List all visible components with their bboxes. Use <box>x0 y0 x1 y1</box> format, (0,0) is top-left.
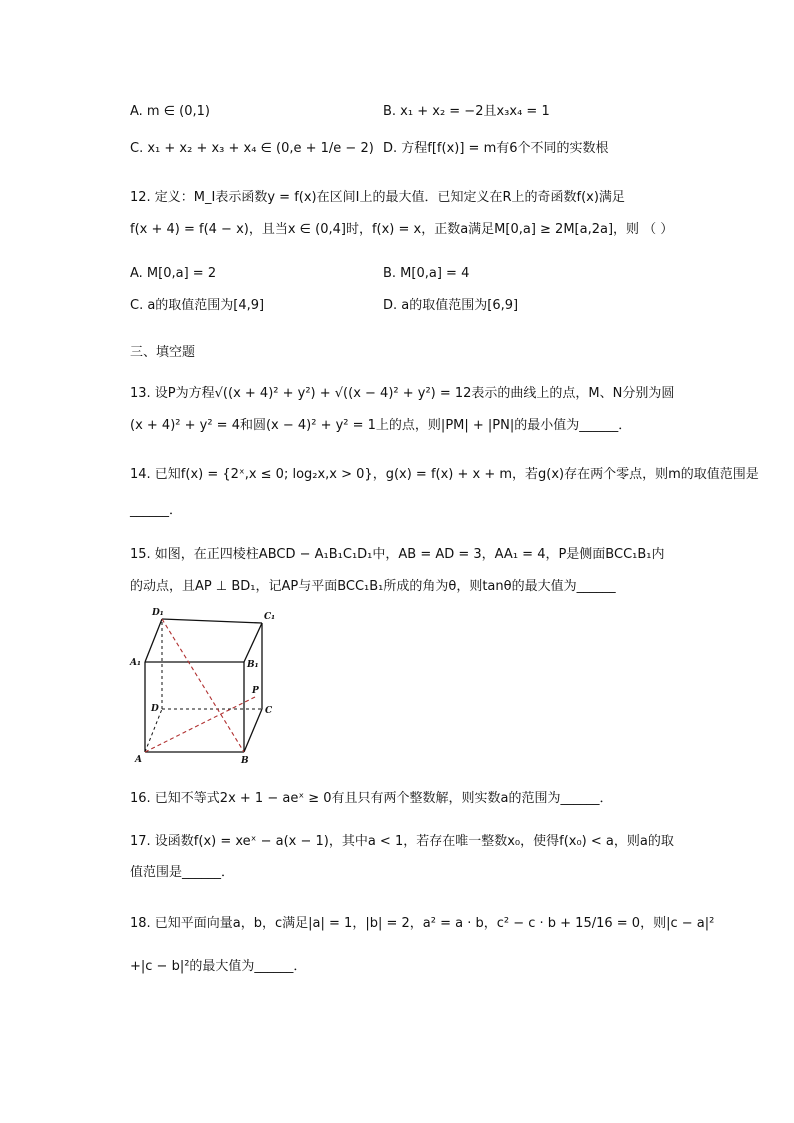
prism-red-constructions <box>145 619 255 752</box>
q17-stem-line2: 值范围是______． <box>130 865 235 880</box>
edge-b1-c1 <box>244 623 262 662</box>
q18-stem-line1: 18. 已知平面向量a，b，c满足|a| = 1，|b| = 2，a² = a · b，c² − c · b + 15/16 = 0，则|c − a|² <box>130 916 715 931</box>
edge-a1-d1 <box>145 619 162 662</box>
q12-stem-line1: 12. 定义：M_I表示函数y = f(x)在区间I上的最大值．已知定义在R上的奇函数f(x)满足 <box>130 190 625 205</box>
q11-option-c: C. x₁ + x₂ + x₃ + x₄ ∈ (0,e + 1/e − 2) <box>130 141 374 156</box>
q16-stem: 16. 已知不等式2x + 1 − aeˣ ≥ 0有且只有两个整数解，则实数a的范围为______． <box>130 791 613 806</box>
q12-stem-line2: f(x + 4) = f(4 − x)，且当x ∈ (0,4]时，f(x) = x，正数a满足M[0,a] ≥ 2M[a,2a]，则 （ ） <box>130 222 674 237</box>
q11-option-d: D. 方程f[f(x)] = m有6个不同的实数根 <box>383 141 609 156</box>
q11-option-b: B. x₁ + x₂ = −2且x₃x₄ = 1 <box>383 104 550 119</box>
q11-option-a: A. m ∈ (0,1) <box>130 104 210 119</box>
segment-d1-b <box>162 619 244 752</box>
section-title-fill-in: 三、填空题 <box>130 345 196 360</box>
prism-diagram <box>128 605 278 765</box>
label-c1: C₁ <box>264 612 276 622</box>
edge-b-c <box>244 709 262 752</box>
label-b1: B₁ <box>247 660 259 670</box>
q12-option-b: B. M[0,a] = 4 <box>383 266 470 281</box>
segment-a-p <box>145 697 255 752</box>
q12-option-a: A. M[0,a] = 2 <box>130 266 217 281</box>
q17-stem-line1: 17. 设函数f(x) = xeˣ − a(x − 1)，其中a < 1，若存在唯一整数x₀，使得f(x₀) < a，则a的取 <box>130 834 674 849</box>
q15-stem-line1: 15. 如图，在正四棱柱ABCD − A₁B₁C₁D₁中，AB = AD = 3，AA₁ = 4，P是侧面BCC₁B₁内 <box>130 547 665 562</box>
q18-stem-line2: +|c − b|²的最大值为______． <box>130 959 307 974</box>
edge-a-d <box>145 709 162 752</box>
label-a1: A₁ <box>130 658 141 668</box>
label-b: B <box>241 756 249 765</box>
q14-stem-line1: 14. 已知f(x) = {2ˣ,x ≤ 0; log₂x,x > 0}，g(x) = f(x) + x + m，若g(x)存在两个零点，则m的取值范围是 <box>130 467 759 482</box>
q13-stem-line2: (x + 4)² + y² = 4和圆(x − 4)² + y² = 1上的点，则|PM| + |PN|的最小值为______． <box>130 418 632 433</box>
edge-d1-c1 <box>162 619 262 623</box>
label-d: D <box>151 704 159 714</box>
q12-option-c: C. a的取值范围为[4,9] <box>130 298 265 313</box>
q12-option-d: D. a的取值范围为[6,9] <box>383 298 519 313</box>
label-p: P <box>252 686 259 696</box>
q15-stem-line2: 的动点，且AP ⊥ BD₁，记AP与平面BCC₁B₁所成的角为θ，则tanθ的最大值为______ <box>130 579 616 594</box>
q14-stem-line2: ______． <box>130 503 183 518</box>
q13-stem-line1: 13. 设P为方程√((x + 4)² + y²) + √((x − 4)² + y²) = 12表示的曲线上的点，M、N分别为圆 <box>130 386 675 401</box>
label-c: C <box>265 706 273 716</box>
label-a: A <box>135 755 142 765</box>
label-d1: D₁ <box>152 608 164 618</box>
